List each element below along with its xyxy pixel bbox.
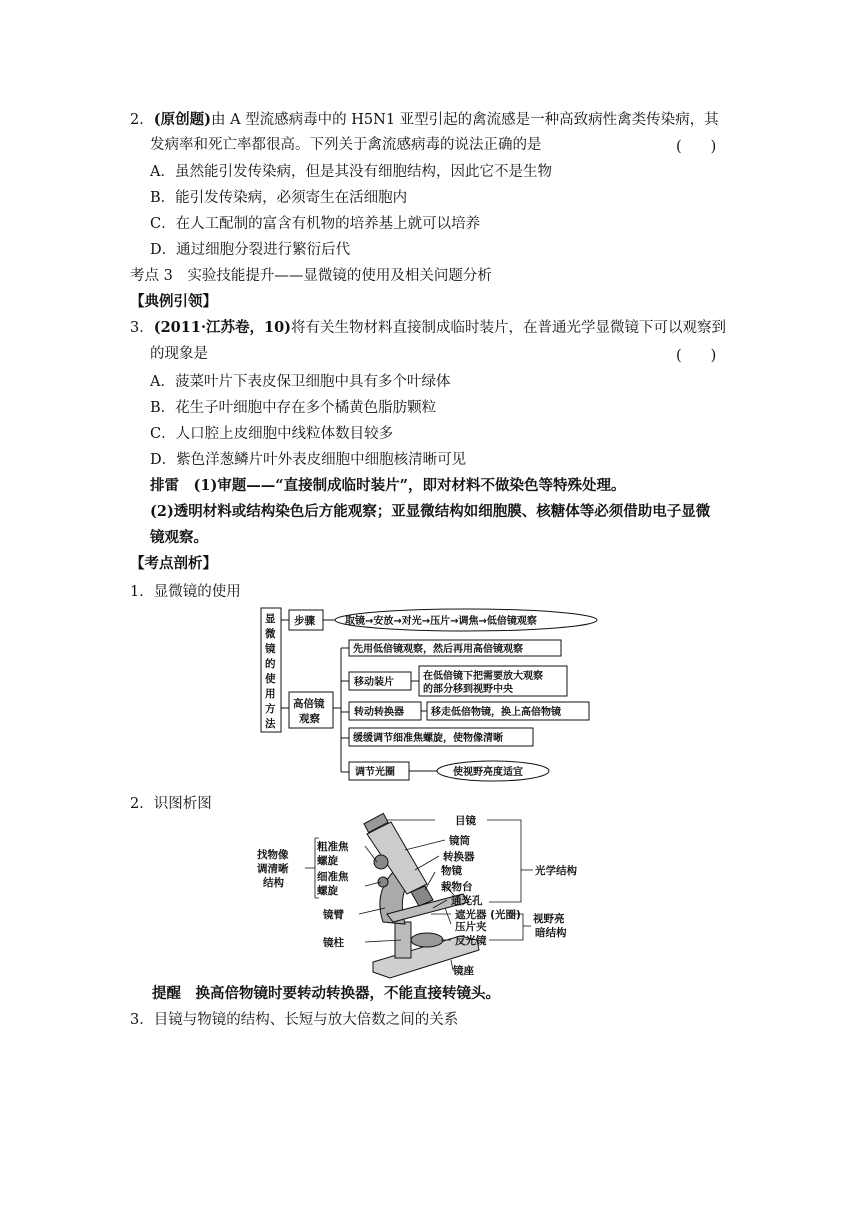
flow-r3-note: 移走低倍物镜，换上高倍物镜 xyxy=(431,707,561,718)
flow-r4-text: 缓缓调节细准焦螺旋，使物像清晰 xyxy=(353,733,503,744)
flow-r1-text: 先用低倍镜观察，然后再用高倍镜观察 xyxy=(353,644,523,655)
micro-mirror: 反光镜 xyxy=(455,935,487,947)
section-1-title: 1．显微镜的使用 xyxy=(130,584,241,600)
micro-tube: 镜筒 xyxy=(449,835,470,847)
flow-r5-note: 使视野亮度适宜 xyxy=(453,767,523,778)
micro-left-group-1: 找物像 xyxy=(257,849,289,861)
flow-r2-note-2: 的部分移到视野中央 xyxy=(423,684,513,695)
pailei-label: 排雷 xyxy=(150,477,179,494)
q2-tag: (原创题) xyxy=(153,111,211,128)
flow-r2-note-1: 在低倍镜下把需要放大观察 xyxy=(423,671,543,682)
kaodian-3-heading: 考点 3 实验技能提升——显微镜的使用及相关问题分析 xyxy=(130,268,492,284)
flow-r2-text: 移动装片 xyxy=(354,677,394,688)
q3-answer-paren: ( ) xyxy=(676,348,717,364)
q3-number: 3． xyxy=(130,320,154,336)
micro-pillar: 镜柱 xyxy=(323,937,344,949)
q3-stem-1: 将有关生物材料直接制成临时装片，在普通光学显微镜下可以观察到 xyxy=(291,320,727,336)
q2-option-a: A．虽然能引发传染病，但是其没有细胞结构，因此它不是生物 xyxy=(150,164,552,180)
usage-flow-diagram xyxy=(255,604,605,786)
microscope-diagram xyxy=(255,810,615,980)
micro-arm: 镜臂 xyxy=(323,909,344,921)
micro-coarse-2: 螺旋 xyxy=(317,855,338,867)
flow-steps-text: 取镜→安放→对光→压片→调焦→低倍镜观察 xyxy=(345,616,537,627)
micro-clip: 压片夹 xyxy=(455,921,487,933)
pailei-text-2: (2)透明材料或结构染色后方能观察；亚显微结构如细胞膜、核糖体等必须借助电子显微 xyxy=(150,503,711,520)
flow-left-char: 微 xyxy=(265,628,276,640)
flow-left-char: 使 xyxy=(265,673,276,685)
q2-stem-2: 发病率和死亡率都很高。下列关于禽流感病毒的说法正确的是 xyxy=(150,137,542,153)
tixing-label: 提醒 xyxy=(152,985,181,1002)
micro-hole: 通光孔 xyxy=(451,895,483,907)
flow-high-label-2: 观察 xyxy=(299,713,320,725)
q3-stem-2: 的现象是 xyxy=(150,346,208,362)
micro-fine-2: 螺旋 xyxy=(317,885,338,897)
micro-objective: 物镜 xyxy=(441,865,462,877)
poxi-heading: 【考点剖析】 xyxy=(130,555,217,572)
flow-left-char: 镜 xyxy=(265,643,276,655)
q2-stem-1: 由 A 型流感病毒中的 H5N1 亚型引起的禽流感是一种高致病性禽类传染病，其 xyxy=(210,112,719,128)
tixing-text: 换高倍物镜时要转动转换器，不能直接转镜头。 xyxy=(195,985,500,1002)
flow-r3-text: 转动转换器 xyxy=(354,707,404,718)
micro-eyepiece: 目镜 xyxy=(455,815,476,827)
micro-left-group-3: 结构 xyxy=(263,877,284,889)
micro-diaphragm: 遮光器 (光圈) xyxy=(455,909,521,921)
flow-left-char: 法 xyxy=(265,718,276,730)
q3-option-c: C．人口腔上皮细胞中线粒体数目较多 xyxy=(150,426,394,442)
q2-option-c: C．在人工配制的富含有机物的培养基上就可以培养 xyxy=(150,216,481,232)
flow-left-char: 显 xyxy=(265,613,276,625)
q3-tag: (2011·江苏卷，10) xyxy=(153,319,292,336)
micro-converter: 转换器 xyxy=(443,851,475,863)
section-2-title: 2．识图析图 xyxy=(130,796,212,812)
tixing-line xyxy=(152,984,500,1004)
q2-number: 2． xyxy=(130,112,154,128)
micro-fine-1: 细准焦 xyxy=(317,871,349,883)
q2-line1 xyxy=(130,110,719,130)
micro-bright-2: 暗结构 xyxy=(535,927,567,939)
pailei-text-3: 镜观察。 xyxy=(150,529,208,546)
q3-option-b: B．花生子叶细胞中存在多个橘黄色脂肪颗粒 xyxy=(150,400,437,416)
q2-answer-paren: ( ) xyxy=(676,139,717,155)
micro-coarse-1: 粗准焦 xyxy=(317,841,349,853)
flow-steps-label: 步骤 xyxy=(294,615,315,627)
q3-option-a: A．菠菜叶片下表皮保卫细胞中具有多个叶绿体 xyxy=(150,374,451,390)
q2-option-b: B．能引发传染病，必须寄生在活细胞内 xyxy=(150,190,408,206)
flow-high-label-1: 高倍镜 xyxy=(293,698,325,710)
q2-option-d: D．通过细胞分裂进行繁衍后代 xyxy=(150,242,351,258)
section-3-title: 3．目镜与物镜的结构、长短与放大倍数之间的关系 xyxy=(130,1012,459,1028)
dianli-heading: 【典例引领】 xyxy=(130,293,217,310)
flow-left-char: 方 xyxy=(265,703,276,715)
flow-left-char: 的 xyxy=(265,658,276,670)
flow-r5-text: 调节光圈 xyxy=(355,767,395,778)
q3-line1 xyxy=(130,318,726,338)
pailei-text-1: (1)审题——“直接制成临时装片”，即对材料不做染色等特殊处理。 xyxy=(193,477,626,494)
flow-left-char: 用 xyxy=(265,688,276,700)
micro-optical: 光学结构 xyxy=(535,865,577,877)
micro-left-group-2: 调清晰 xyxy=(257,863,289,875)
pailei-line1 xyxy=(150,476,626,496)
q3-option-d: D．紫色洋葱鳞片叶外表皮细胞中细胞核清晰可见 xyxy=(150,452,467,468)
micro-bright-1: 视野亮 xyxy=(533,913,565,925)
micro-base: 镜座 xyxy=(453,965,474,977)
micro-stage: 载物台 xyxy=(441,881,473,893)
